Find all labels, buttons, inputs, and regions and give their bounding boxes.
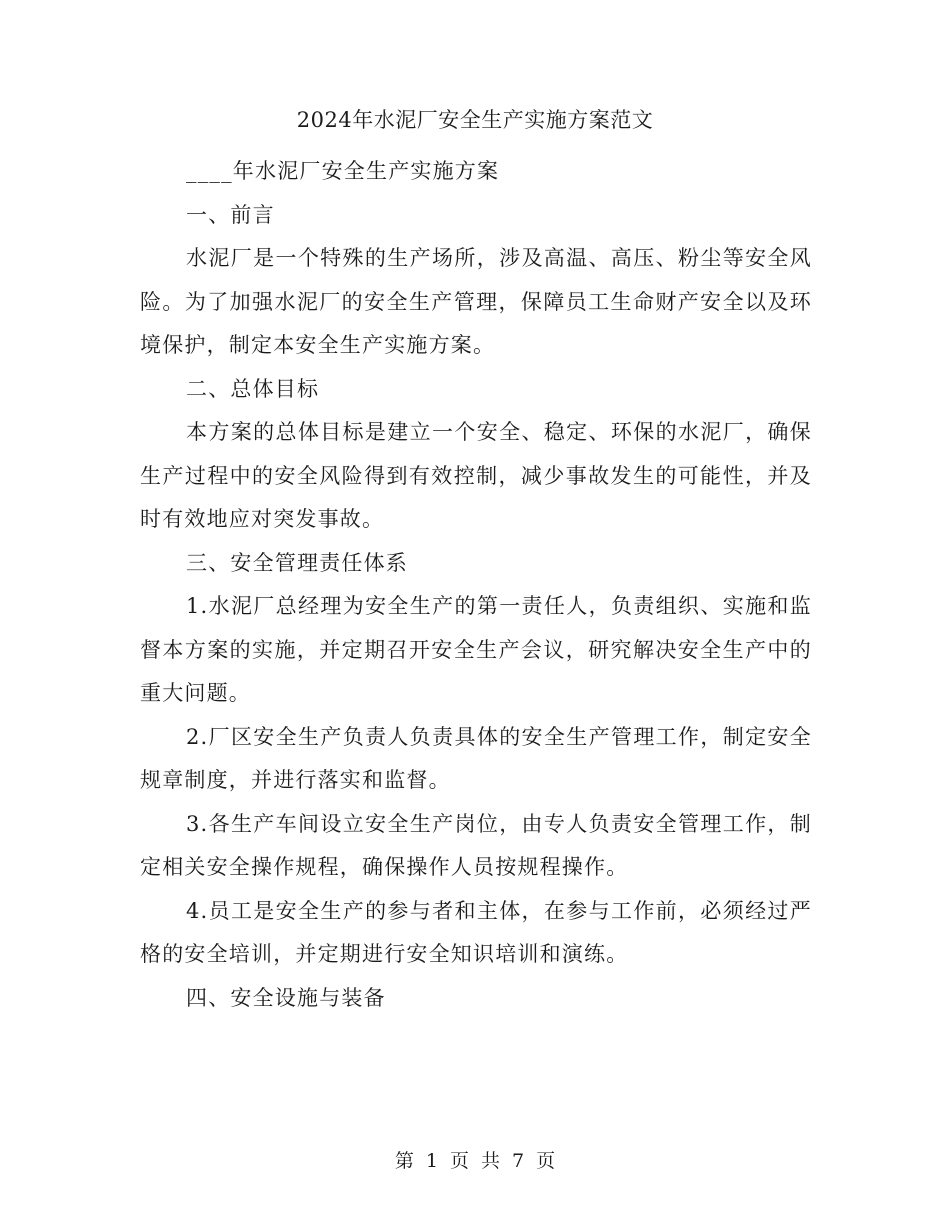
section-heading-responsibility: 三、安全管理责任体系: [186, 550, 408, 575]
subtitle-line: ____年水泥厂安全生产实施方案: [186, 159, 500, 183]
paragraph-preface: 水泥厂是一个特殊的生产场所，涉及高温、高压、粉尘等安全风险。为了加强水泥厂的安全生产管理，保障员工生命财产安全以及环境保护，制定本安全生产实施方案。: [140, 246, 812, 357]
paragraph-item-3: 3.各生产车间设立安全生产岗位，由专人负责安全管理工作，制定相关安全操作规程，确保操作人员按规程操作。: [140, 811, 812, 879]
paragraph-item-2: 2.厂区安全生产负责人负责具体的安全生产管理工作，制定安全规章制度，并进行落实和监督。: [140, 724, 812, 792]
section-heading-preface: 一、前言: [186, 202, 275, 227]
paragraph-goals: 本方案的总体目标是建立一个安全、稳定、环保的水泥厂，确保生产过程中的安全风险得到有效控制，减少事故发生的可能性，并及时有效地应对突发事故。: [140, 420, 812, 531]
document-title: 2024年水泥厂安全生产实施方案范文: [296, 108, 654, 132]
section-heading-goals: 二、总体目标: [186, 376, 320, 401]
page-number-footer: 第 1 页 共 7 页: [394, 1150, 556, 1172]
paragraph-item-1: 1.水泥厂总经理为安全生产的第一责任人，负责组织、实施和监督本方案的实施，并定期召开安全生产会议，研究解决安全生产中的重大问题。: [140, 594, 812, 705]
document-body: [140, 150, 812, 1020]
paragraph-item-4: 4.员工是安全生产的参与者和主体，在参与工作前，必须经过严格的安全培训，并定期进行安全知识培训和演练。: [140, 898, 812, 966]
section-heading-facilities: 四、安全设施与装备: [186, 985, 386, 1010]
